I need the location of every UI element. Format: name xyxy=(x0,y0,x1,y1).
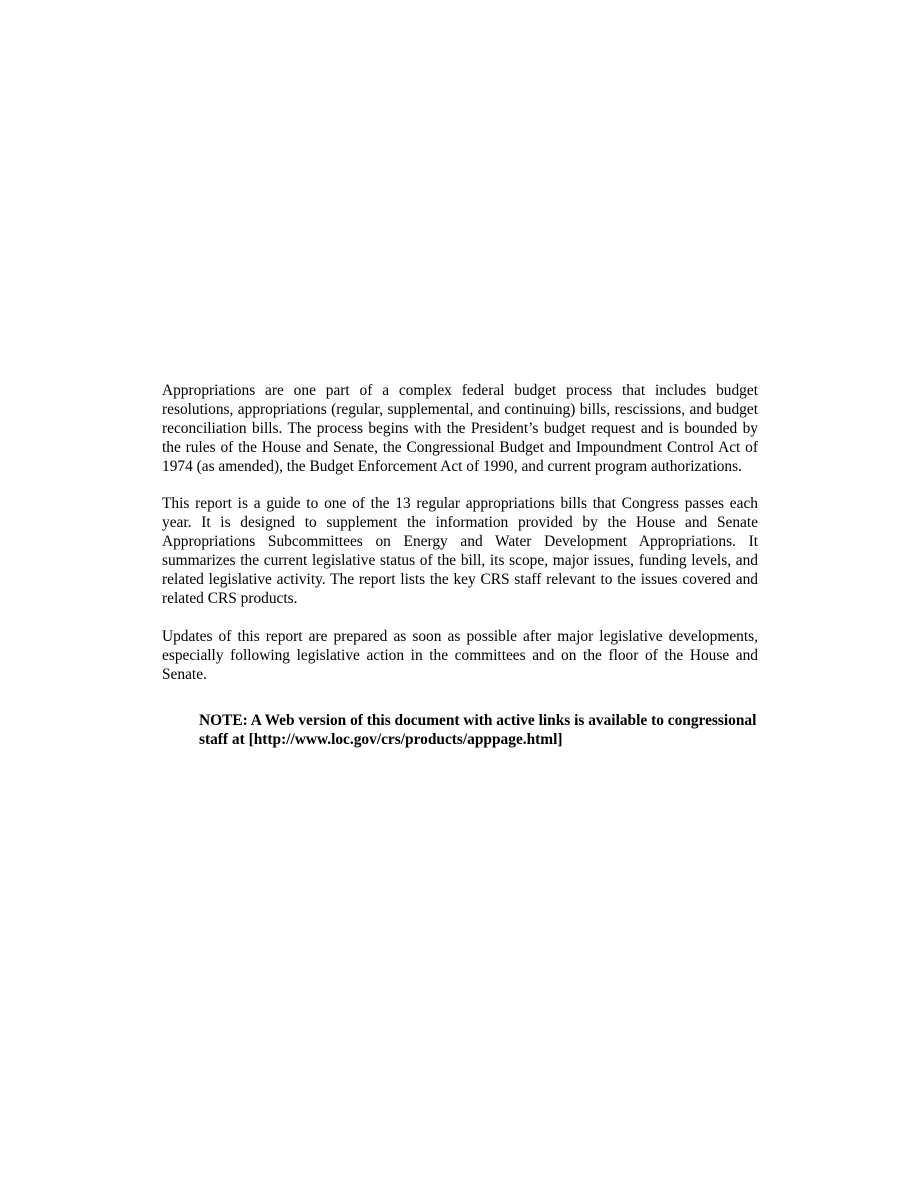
document-body xyxy=(162,382,758,750)
paragraph-updates: Updates of this report are prepared as soon as possible after major legislative developments, especially following legislative action in the committees and on the floor of the House and Senate. xyxy=(162,627,758,683)
paragraph-report-purpose: This report is a guide to one of the 13 regular appropriations bills that Congress passes each year. It is designed to supplement the information provided by the House and Senate Appropriations Subcommittees on Energy and Water Development Appropriations. It summarizes the current legislative status of the bill, its scope, major issues, funding levels, and related legislative activity. The report lists the key CRS staff relevant to the issues covered and related CRS products. xyxy=(162,495,758,607)
web-version-note: NOTE: A Web version of this document with active links is available to congressional staff at [http://www.loc.gov/crs/products/apppage.html] xyxy=(199,712,757,749)
paragraph-appropriations-overview: Appropriations are one part of a complex federal budget process that includes budget resolutions, appropriations (regular, supplemental, and continuing) bills, rescissions, and budget reconciliation bills. The process begins with the President’s budget request and is bounded by the rules of the House and Senate, the Congressional Budget and Impoundment Control Act of 1974 (as amended), the Budget Enforcement Act of 1990, and current program authorizations. xyxy=(162,382,758,475)
